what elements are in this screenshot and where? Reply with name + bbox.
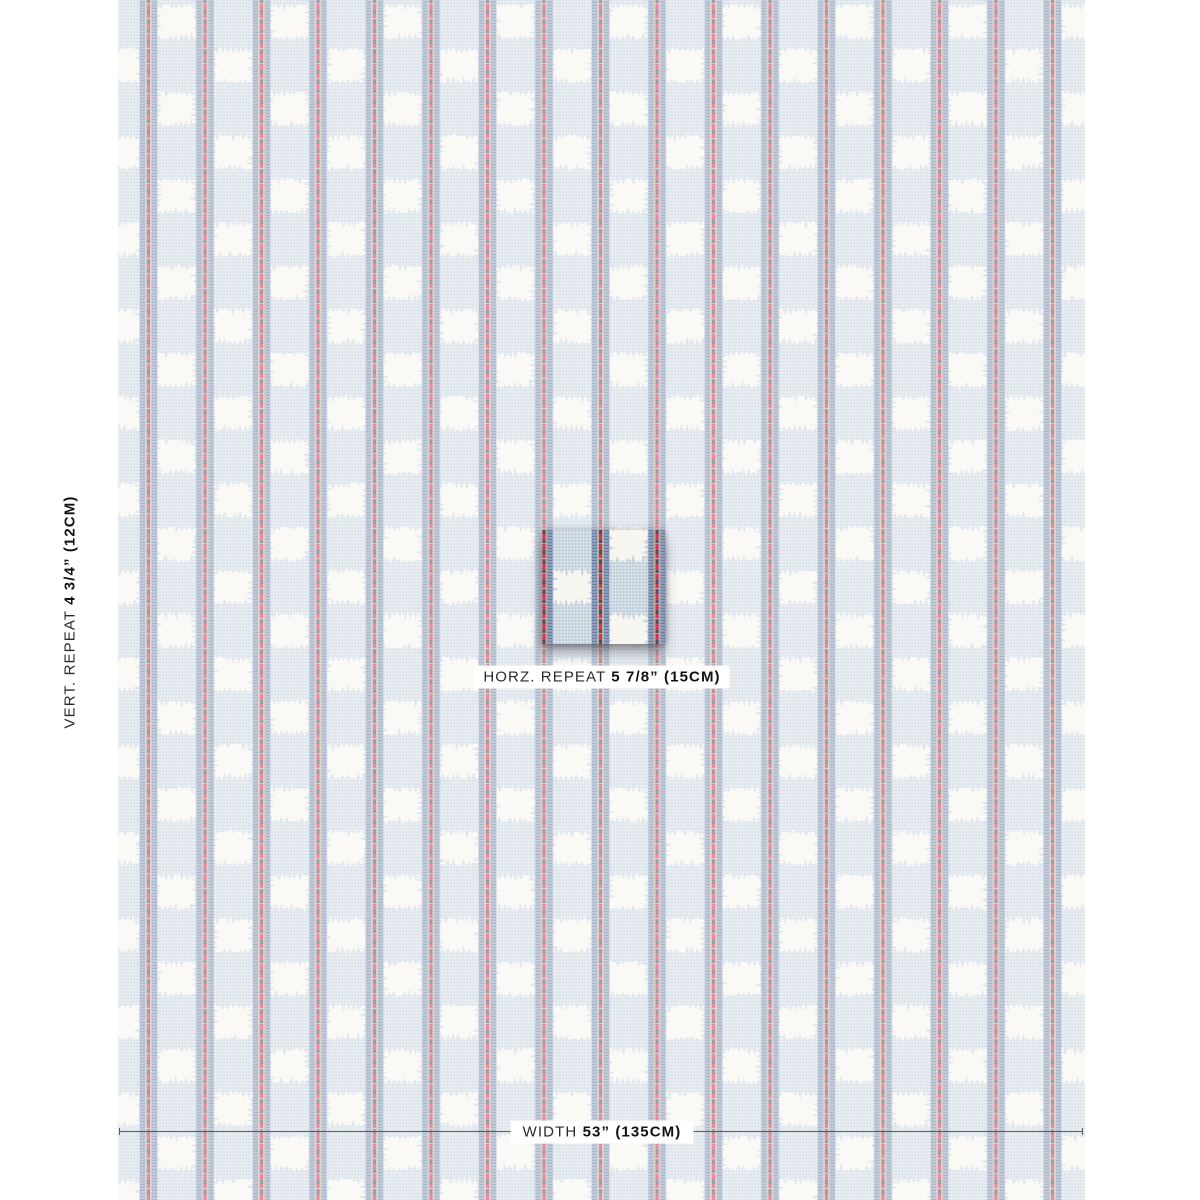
fabric-pattern-vivid <box>542 530 665 644</box>
vertical-repeat-label: VERT. REPEAT <box>61 610 79 729</box>
horizontal-repeat-value: 5 7/8” (15CM) <box>611 668 721 686</box>
vertical-repeat-annotation <box>62 496 79 729</box>
width-value: 53” (135CM) <box>582 1123 682 1141</box>
horizontal-repeat-annotation <box>474 666 729 689</box>
width-line-left-tick <box>119 1128 120 1135</box>
width-label: WIDTH <box>522 1123 578 1141</box>
vertical-repeat-value: 4 3/4” (12CM) <box>61 495 79 605</box>
repeat-tile-highlight <box>542 530 665 644</box>
width-line-right-tick <box>1082 1128 1083 1135</box>
horizontal-repeat-label: HORZ. REPEAT <box>483 668 607 686</box>
width-annotation <box>511 1121 694 1144</box>
